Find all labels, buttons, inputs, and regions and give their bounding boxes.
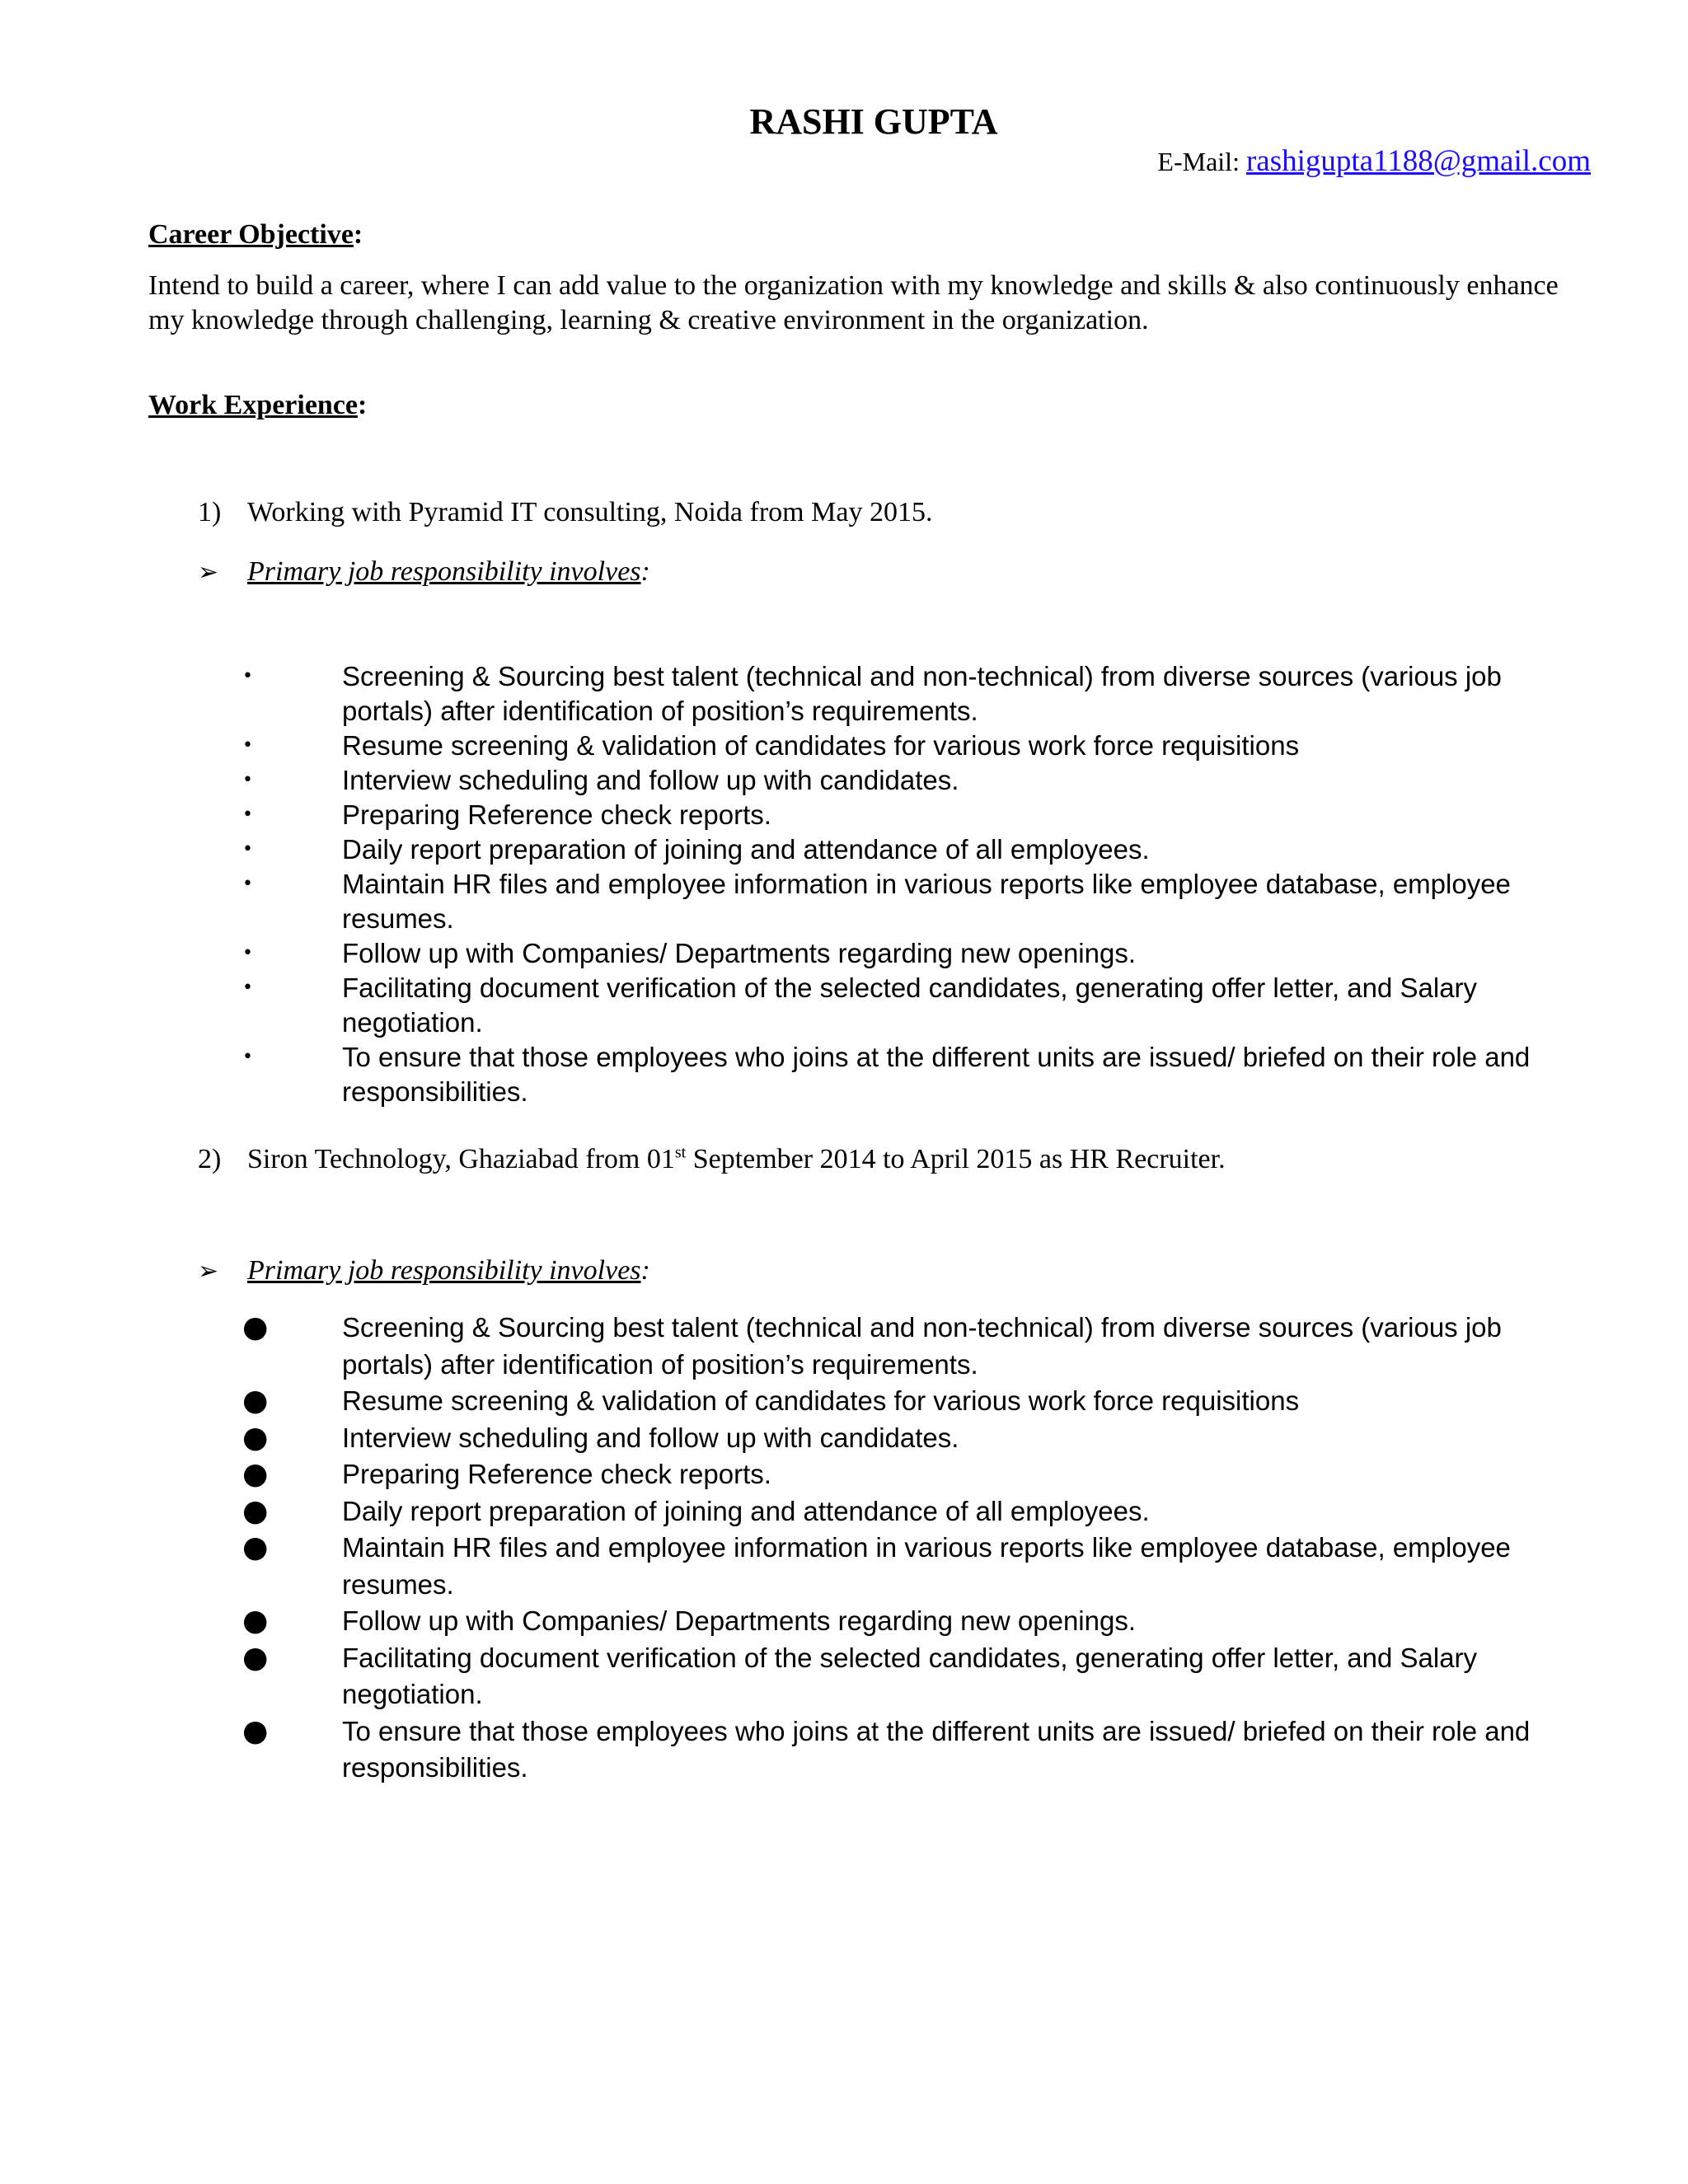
- list-item: [0, 971, 1550, 1040]
- list-item-text: Resume screening & validation of candidates for various work force requisitions: [342, 730, 1300, 761]
- bullet-icon: ●: [242, 1310, 269, 1344]
- list-item-text: Daily report preparation of joining and attendance of all employees.: [342, 1495, 1150, 1526]
- job-entry-2: [198, 1141, 1226, 1178]
- bullet-icon: •: [242, 770, 253, 790]
- list-item-text: Interview scheduling and follow up with candidates.: [342, 1422, 959, 1453]
- responsibility-list-1: [0, 659, 1550, 1109]
- work-experience-heading-text: Work Experience: [148, 390, 359, 420]
- bullet-icon: ●: [242, 1457, 269, 1491]
- bullet-icon: •: [242, 839, 253, 860]
- list-item: [0, 1456, 1550, 1493]
- responsibility-label-text: Primary job responsibility involves: [247, 556, 641, 587]
- list-item: [0, 763, 1550, 798]
- list-item-text: To ensure that those employees who joins at the different units are issued/ briefed on their role and responsibilities.: [342, 1715, 1531, 1783]
- email-link[interactable]: rashigupta1188@gmail.com: [1245, 144, 1591, 178]
- list-item-text: Facilitating document verification of the selected candidates, generating offer letter, and Salary negotiation.: [342, 972, 1478, 1038]
- list-item: [0, 1713, 1550, 1787]
- arrow-bullet-icon: ➢: [198, 1257, 219, 1286]
- list-item: [0, 867, 1550, 936]
- bullet-icon: •: [242, 943, 253, 963]
- list-item: [0, 832, 1550, 867]
- bullet-icon: •: [242, 804, 253, 825]
- job-description-end: September 2014 to April 2015 as HR Recruiter.: [686, 1144, 1226, 1174]
- responsibility-list-2: [0, 1310, 1550, 1787]
- list-item-text: Facilitating document verification of the selected candidates, generating offer letter, and Salary negotiation.: [342, 1642, 1478, 1709]
- career-objective-heading-colon: :: [353, 219, 363, 250]
- candidate-name: RASHI GUPTA: [749, 101, 998, 142]
- list-item-text: Daily report preparation of joining and attendance of all employees.: [342, 834, 1150, 865]
- job-entry-1: [198, 494, 932, 531]
- list-item: [0, 1493, 1550, 1530]
- job-description-start: Siron Technology, Ghaziabad from 01: [247, 1144, 675, 1174]
- job-number: 2): [198, 1144, 222, 1174]
- list-item: [0, 1420, 1550, 1457]
- list-item: [0, 1040, 1550, 1109]
- career-objective-heading-text: Career Objective: [148, 219, 354, 250]
- list-item: [0, 1310, 1550, 1383]
- bullet-icon: •: [242, 977, 253, 998]
- list-item: [0, 729, 1550, 763]
- list-item-text: Screening & Sourcing best talent (technical and non-technical) from diverse sources (various job portals) after identification of position’s requirements.: [342, 661, 1502, 726]
- list-item: [0, 1530, 1550, 1603]
- career-objective-heading: [148, 217, 363, 253]
- list-item-text: Follow up with Companies/ Departments regarding new openings.: [342, 1605, 1137, 1636]
- bullet-icon: ●: [242, 1420, 269, 1455]
- list-item-text: Interview scheduling and follow up with candidates.: [342, 765, 959, 795]
- bullet-icon: ●: [242, 1530, 269, 1564]
- bullet-icon: •: [242, 1047, 253, 1067]
- responsibility-label-1: [198, 554, 650, 591]
- ordinal-suffix: st: [674, 1143, 687, 1162]
- list-item: [0, 1383, 1550, 1420]
- bullet-icon: •: [242, 666, 253, 687]
- work-experience-heading-colon: :: [358, 390, 368, 420]
- list-item-text: Maintain HR files and employee information in various reports like employee database, employee resumes.: [342, 869, 1511, 934]
- list-item-text: Follow up with Companies/ Departments regarding new openings.: [342, 938, 1137, 968]
- email-label: E-Mail:: [1157, 147, 1246, 176]
- list-item-text: Preparing Reference check reports.: [342, 1459, 771, 1489]
- career-objective-text: Intend to build a career, where I can add value to the organization with my knowledge and skills & also continuously enhance my knowledge through challenging, learning & creative environment in the organization.: [148, 270, 1559, 335]
- list-item-text: Resume screening & validation of candidates for various work force requisitions: [342, 1385, 1300, 1416]
- list-item: [0, 798, 1550, 832]
- list-item-text: Maintain HR files and employee information in various reports like employee database, employee resumes.: [342, 1532, 1511, 1600]
- work-experience-heading: [148, 387, 367, 424]
- list-item: [0, 1640, 1550, 1713]
- email-line: [1157, 143, 1591, 180]
- bullet-icon: ●: [242, 1604, 269, 1638]
- list-item: [0, 1603, 1550, 1640]
- list-item-text: Screening & Sourcing best talent (technical and non-technical) from diverse sources (various job portals) after identification of position’s requirements.: [342, 1312, 1502, 1380]
- responsibility-label-colon: :: [640, 1255, 650, 1286]
- bullet-icon: •: [242, 735, 253, 756]
- bullet-icon: ●: [242, 1640, 269, 1675]
- bullet-icon: ●: [242, 1493, 269, 1528]
- bullet-icon: ●: [242, 1713, 269, 1748]
- job-number: 1): [198, 497, 222, 527]
- responsibility-label-2: [198, 1253, 650, 1290]
- list-item-text: To ensure that those employees who joins at the different units are issued/ briefed on their role and responsibilities.: [342, 1042, 1531, 1107]
- job-description: Working with Pyramid IT consulting, Noida from May 2015.: [247, 497, 933, 527]
- bullet-icon: •: [242, 874, 253, 894]
- arrow-bullet-icon: ➢: [198, 558, 219, 587]
- responsibility-label-colon: :: [640, 556, 650, 587]
- bullet-icon: ●: [242, 1384, 269, 1418]
- list-item-text: Preparing Reference check reports.: [342, 799, 771, 830]
- responsibility-label-text: Primary job responsibility involves: [247, 1255, 641, 1286]
- list-item: [0, 936, 1550, 971]
- list-item: [0, 659, 1550, 729]
